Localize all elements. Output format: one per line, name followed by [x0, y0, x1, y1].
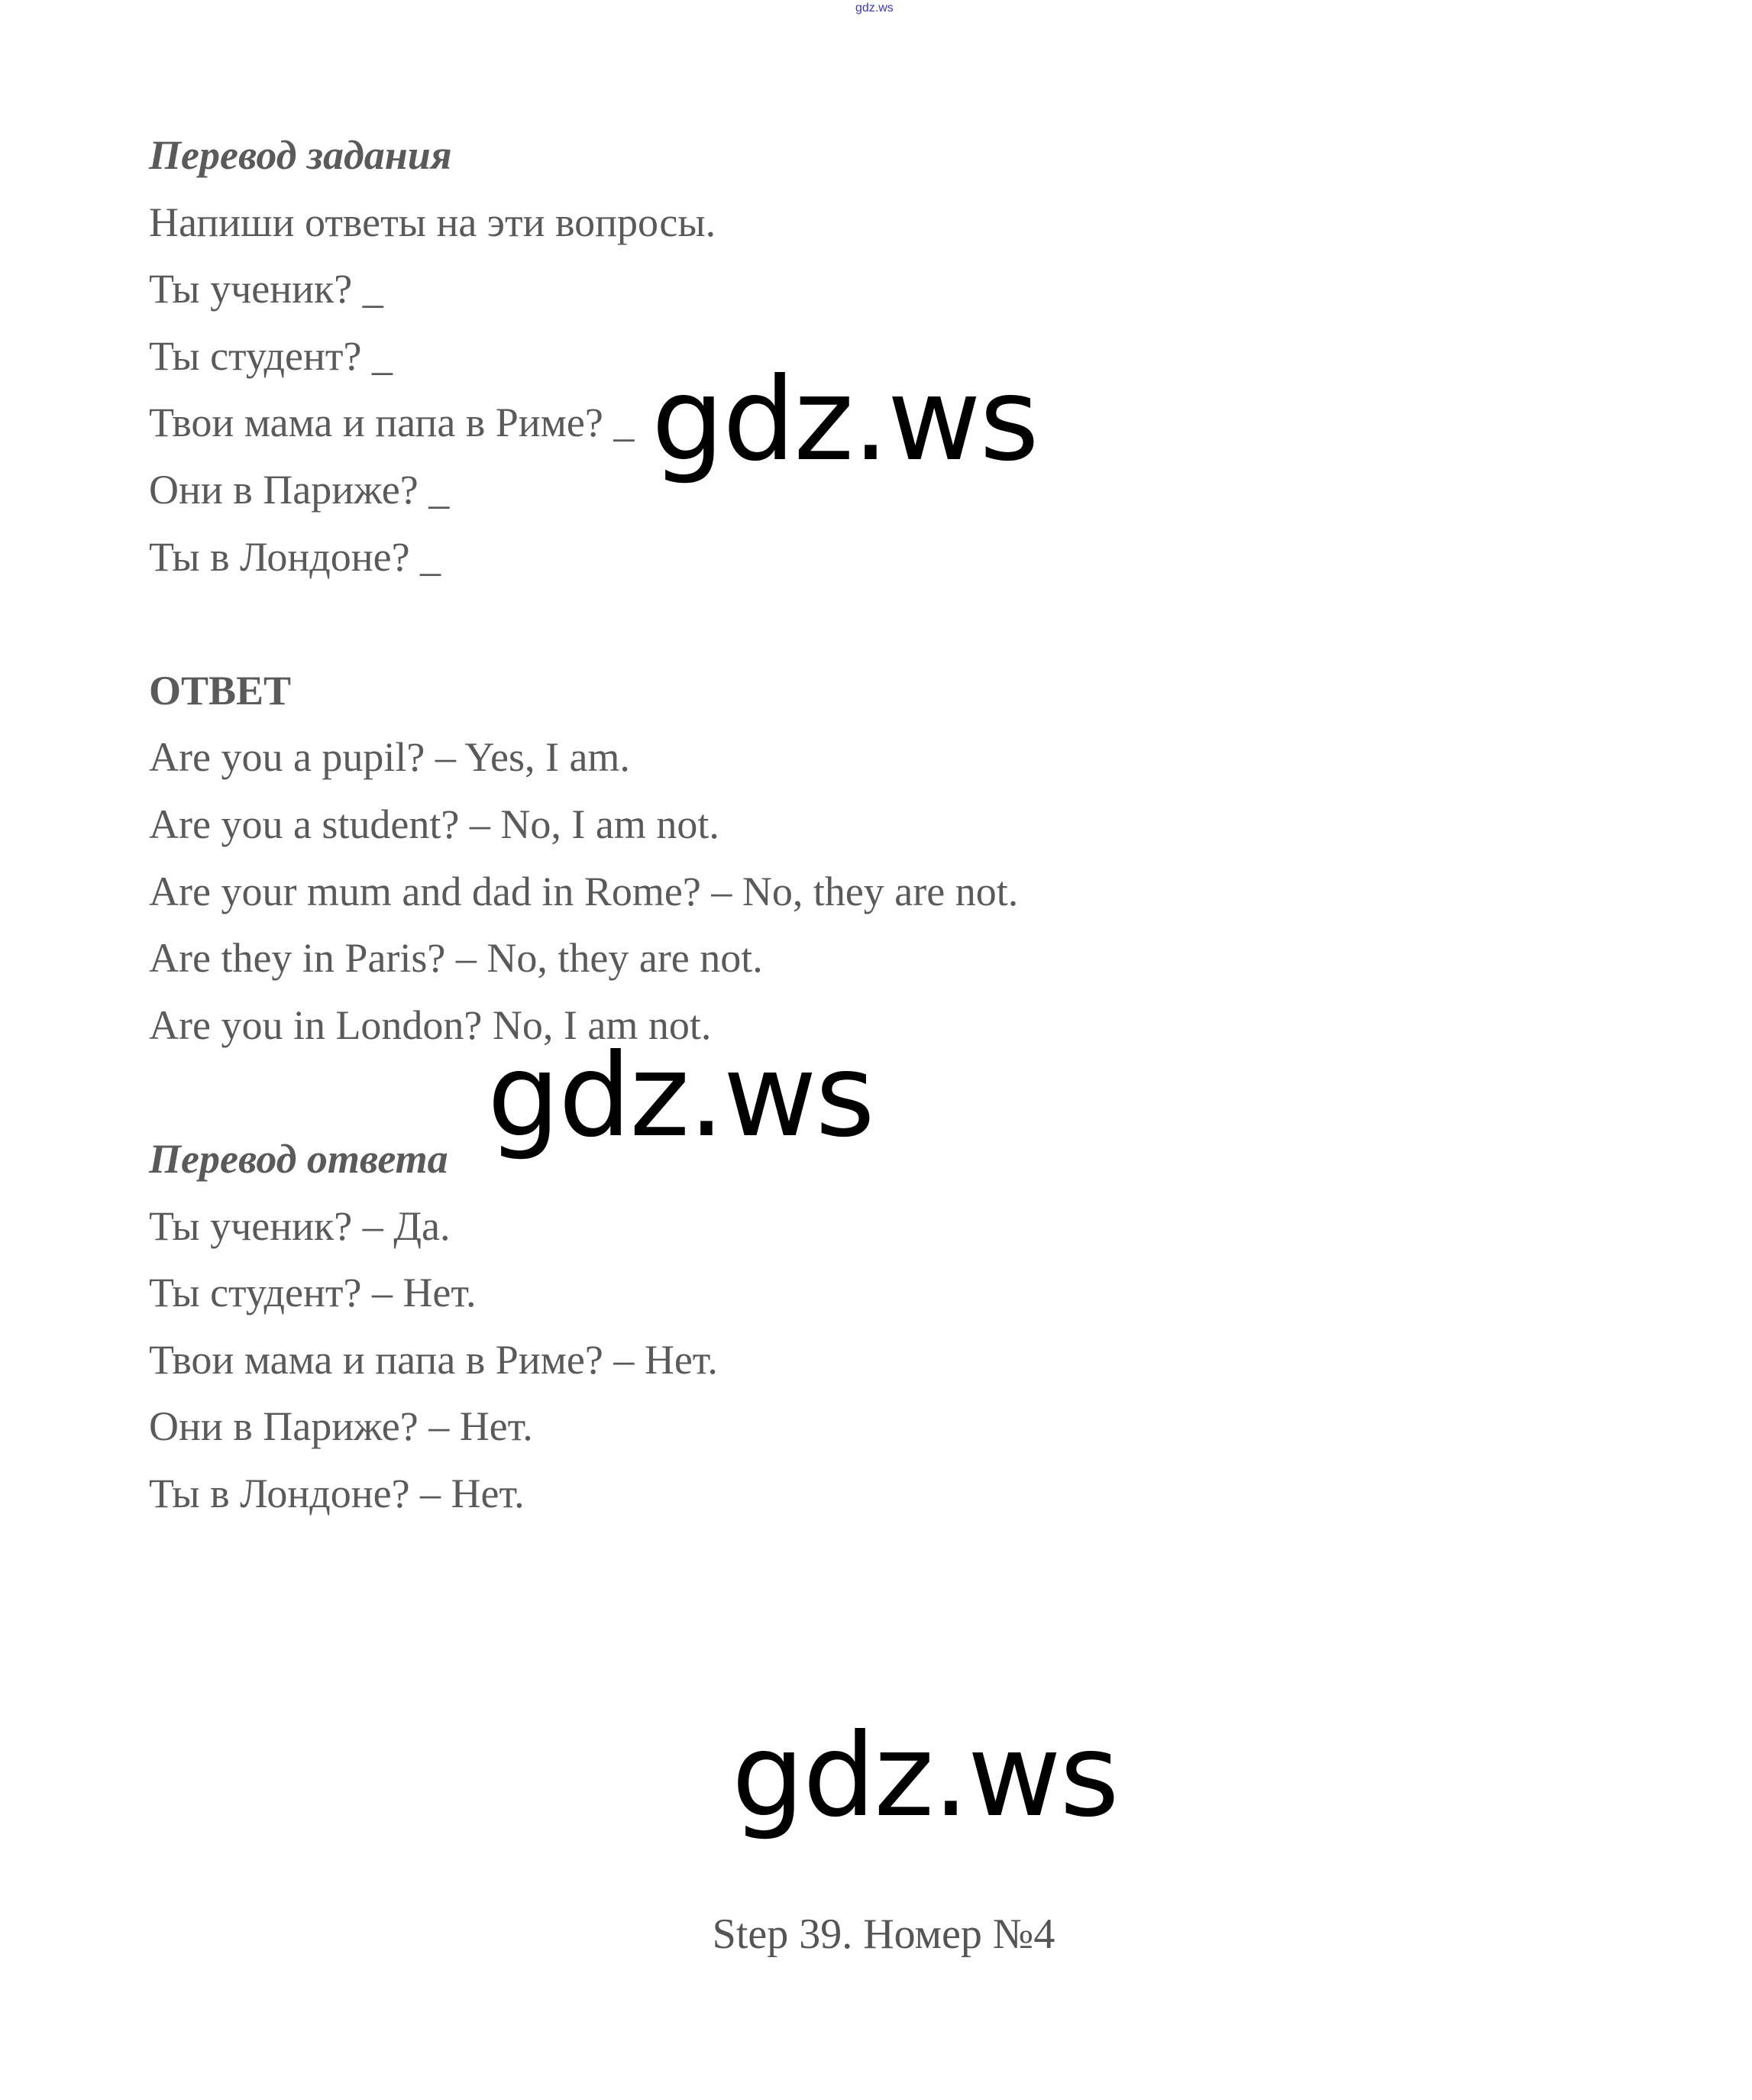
answer-translation-line: Ты в Лондоне? – Нет. [149, 1470, 525, 1516]
answer-translation-line: Ты студент? – Нет. [149, 1270, 477, 1316]
answer-line: Are you a pupil? – Yes, I am. [149, 734, 630, 781]
task-line: Они в Париже? _ [149, 466, 450, 513]
answer-line: Are you a student? – No, I am not. [149, 801, 719, 847]
document-body [149, 122, 1600, 1527]
answer-translation-line: Ты ученик? – Да. [149, 1202, 451, 1249]
answer-line: Are your mum and dad in Rome? – No, they are not. [149, 868, 1019, 914]
answer-translation-heading: Перевод ответа [149, 1135, 448, 1182]
answer-line: Are they in Paris? – No, they are not. [149, 935, 763, 982]
task-translation-heading: Перевод задания [149, 132, 452, 178]
answer-translation-line: Твои мама и папа в Риме? – Нет. [149, 1336, 718, 1383]
watermark: gdz.ws [651, 354, 1038, 487]
task-line: Твои мама и папа в Риме? _ [149, 400, 635, 446]
watermark: gdz.ws [487, 1030, 874, 1163]
watermark: gdz.ws [732, 1710, 1118, 1843]
answer-translation-line: Они в Париже? – Нет. [149, 1403, 533, 1450]
task-line: Напиши ответы на эти вопросы. [149, 199, 716, 245]
spacer [149, 1059, 1600, 1126]
spacer [149, 591, 1600, 658]
task-line: Ты в Лондоне? _ [149, 533, 441, 580]
answer-line: Are you in London? No, I am not. [149, 1001, 712, 1048]
task-line: Ты студент? _ [149, 332, 393, 379]
task-line: Ты ученик? _ [149, 266, 383, 312]
answer-heading: ОТВЕТ [149, 667, 292, 713]
site-mark: gdz.ws [855, 2, 894, 15]
page-footer-label: Step 39. Номер №4 [712, 1911, 1055, 1958]
